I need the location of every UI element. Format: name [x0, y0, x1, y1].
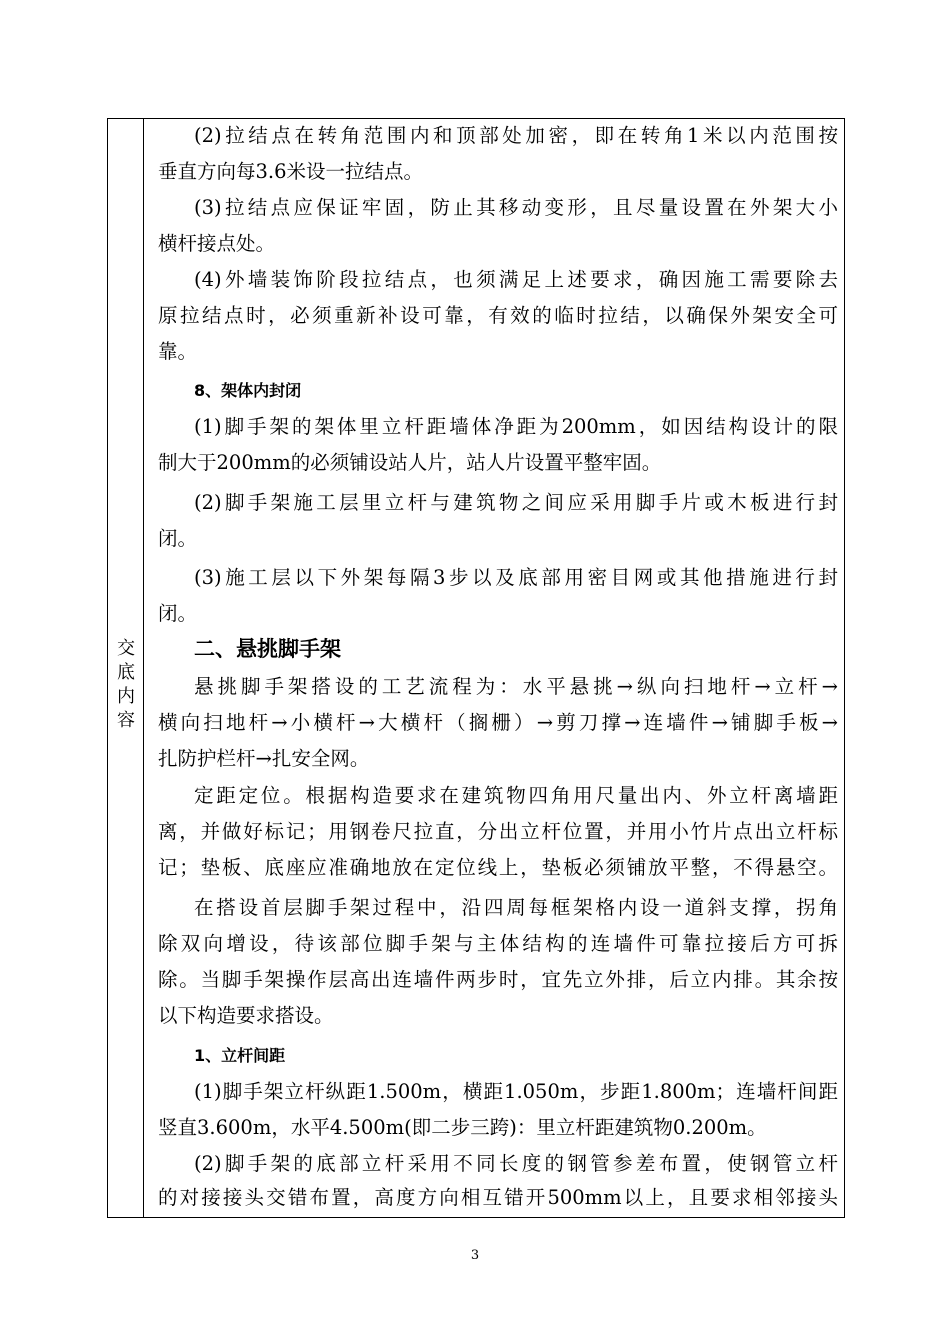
side-label-char: 内	[117, 686, 135, 707]
text-line: 定距定位。根据构造要求在建筑物四角用尺量出内、外立杆离墙距	[194, 784, 838, 807]
text-line: 垂直方向每3.6米设一拉结点。	[158, 160, 424, 183]
text-line: 除双向增设，待该部位脚手架与主体结构的连墙件可靠拉接后方可拆	[158, 932, 838, 955]
text-line: (3)拉结点应保证牢固，防止其移动变形，且尽量设置在外架大小	[194, 196, 838, 219]
side-label-char: 交	[117, 638, 135, 659]
section-heading: 1、立杆间距	[194, 1046, 286, 1065]
content-column	[144, 119, 844, 1217]
section-heading: 8、架体内封闭	[194, 381, 302, 400]
text-line: 离，并做好标记；用钢卷尺拉直，分出立杆位置，并用小竹片点出立杆标	[158, 820, 838, 843]
text-line: 闭。	[158, 602, 198, 625]
text-line: 记；垫板、底座应准确地放在定位线上，垫板必须铺放平整，不得悬空。	[158, 856, 838, 879]
text-line: (1)脚手架的架体里立杆距墙体净距为200mm，如因结构设计的限	[194, 415, 838, 438]
text-line: 以下构造要求搭设。	[158, 1004, 334, 1027]
text-line: 制大于200mm的必须铺设站人片，站人片设置平整牢固。	[158, 451, 662, 474]
page-number: 3	[470, 1248, 480, 1263]
text-line: (3)施工层以下外架每隔3步以及底部用密目网或其他措施进行封	[194, 566, 838, 589]
text-line: 原拉结点时，必须重新补设可靠，有效的临时拉结，以确保外架安全可	[158, 304, 838, 327]
text-line: 竖直3.600m，水平4.500m(即二步三跨)：里立杆距建筑物0.200m。	[158, 1116, 767, 1139]
text-line: (2)脚手架施工层里立杆与建筑物之间应采用脚手片或木板进行封	[194, 491, 838, 514]
text-line: 扎防护栏杆→扎安全网。	[158, 747, 370, 770]
text-line: 闭。	[158, 527, 198, 550]
label-column	[108, 119, 144, 1217]
text-line: (2)拉结点在转角范围内和顶部处加密，即在转角1米以内范围按	[194, 124, 838, 147]
text-line: 在搭设首层脚手架过程中，沿四周每框架格内设一道斜支撑，拐角	[194, 896, 838, 919]
text-line: 除。当脚手架操作层高出连墙件两步时，宜先立外排，后立内排。其余按	[158, 968, 838, 991]
text-line: (1)脚手架立杆纵距1.500m，横距1.050m，步距1.800m；连墙杆间距	[194, 1080, 838, 1103]
side-label-char: 底	[117, 662, 135, 683]
side-label	[108, 637, 144, 733]
text-line: 的对接接头交错布置，高度方向相互错开500mm以上，且要求相邻接头	[158, 1186, 838, 1209]
text-line: (2)脚手架的底部立杆采用不同长度的钢管参差布置，使钢管立杆	[194, 1152, 838, 1175]
text-line: 悬挑脚手架搭设的工艺流程为：水平悬挑→纵向扫地杆→立杆→	[194, 675, 838, 698]
text-line: 横杆接点处。	[158, 232, 276, 255]
side-label-char: 容	[117, 710, 135, 731]
text-line: 靠。	[158, 340, 198, 363]
text-line: (4)外墙装饰阶段拉结点，也须满足上述要求，确因施工需要除去	[194, 268, 838, 291]
text-line: 横向扫地杆→小横杆→大横杆（搁栅）→剪刀撑→连墙件→铺脚手板→	[158, 711, 838, 734]
disclosure-table	[107, 118, 845, 1218]
chapter-heading: 二、悬挑脚手架	[194, 637, 341, 661]
